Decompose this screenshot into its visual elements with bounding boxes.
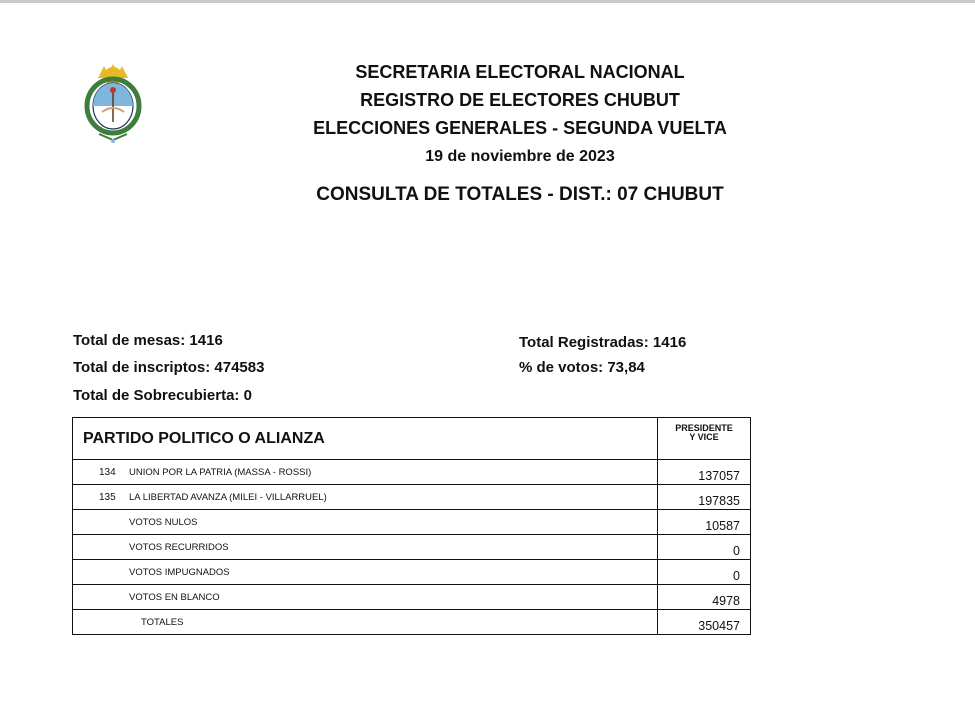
votes-cell: 137057 xyxy=(658,460,751,485)
table-row xyxy=(73,460,751,485)
summary-total-sobrecubierta: Total de Sobrecubierta: 0 xyxy=(73,387,252,404)
column-header-party: PARTIDO POLITICO O ALIANZA xyxy=(73,418,658,460)
category-name: VOTOS NULOS xyxy=(129,516,198,528)
category-name: VOTOS IMPUGNADOS xyxy=(129,566,230,578)
table-row xyxy=(73,560,751,585)
summary-total-registradas: Total Registradas: 1416 xyxy=(519,334,687,351)
results-table xyxy=(72,417,751,635)
category-cell xyxy=(73,585,658,610)
votes-cell: 0 xyxy=(658,560,751,585)
page-title: CONSULTA DE TOTALES - DIST.: 07 CHUBUT xyxy=(316,184,724,205)
votes-cell: 4978 xyxy=(658,585,751,610)
list-number: 134 xyxy=(99,466,116,478)
table-row xyxy=(73,485,751,510)
party-name: LA LIBERTAD AVANZA (MILEI - VILLARRUEL) xyxy=(129,491,327,503)
column-header-office-line2: Y VICE xyxy=(689,432,719,442)
column-header-office xyxy=(658,418,751,460)
party-cell xyxy=(73,485,658,510)
national-coat-of-arms-icon xyxy=(84,62,142,146)
header-registro: REGISTRO DE ELECTORES CHUBUT xyxy=(360,90,680,110)
totals-votes-cell: 350457 xyxy=(658,610,751,635)
page-top-edge xyxy=(0,0,975,3)
table-header-row xyxy=(73,418,751,460)
party-cell xyxy=(73,460,658,485)
summary-total-inscriptos: Total de inscriptos: 474583 xyxy=(73,359,265,376)
votes-cell: 197835 xyxy=(658,485,751,510)
category-cell xyxy=(73,535,658,560)
totals-row xyxy=(73,610,751,635)
table-row xyxy=(73,585,751,610)
category-cell xyxy=(73,510,658,535)
votes-cell: 0 xyxy=(658,535,751,560)
column-header-office-line1: PRESIDENTE xyxy=(675,423,733,433)
list-number: 135 xyxy=(99,491,116,503)
party-name: UNION POR LA PATRIA (MASSA - ROSSI) xyxy=(129,466,312,478)
summary-percent-votes: % de votos: 73,84 xyxy=(519,359,645,376)
category-name: VOTOS RECURRIDOS xyxy=(129,541,229,553)
table-row xyxy=(73,510,751,535)
totals-label: TOTALES xyxy=(141,616,184,628)
category-cell xyxy=(73,560,658,585)
header-elecciones: ELECCIONES GENERALES - SEGUNDA VUELTA xyxy=(313,118,727,138)
totals-label-cell xyxy=(73,610,658,635)
summary-total-mesas: Total de mesas: 1416 xyxy=(73,332,223,349)
table-row xyxy=(73,535,751,560)
category-name: VOTOS EN BLANCO xyxy=(129,591,220,603)
votes-cell: 10587 xyxy=(658,510,751,535)
header-date: 19 de noviembre de 2023 xyxy=(425,148,615,165)
header-secretaria: SECRETARIA ELECTORAL NACIONAL xyxy=(355,62,685,82)
